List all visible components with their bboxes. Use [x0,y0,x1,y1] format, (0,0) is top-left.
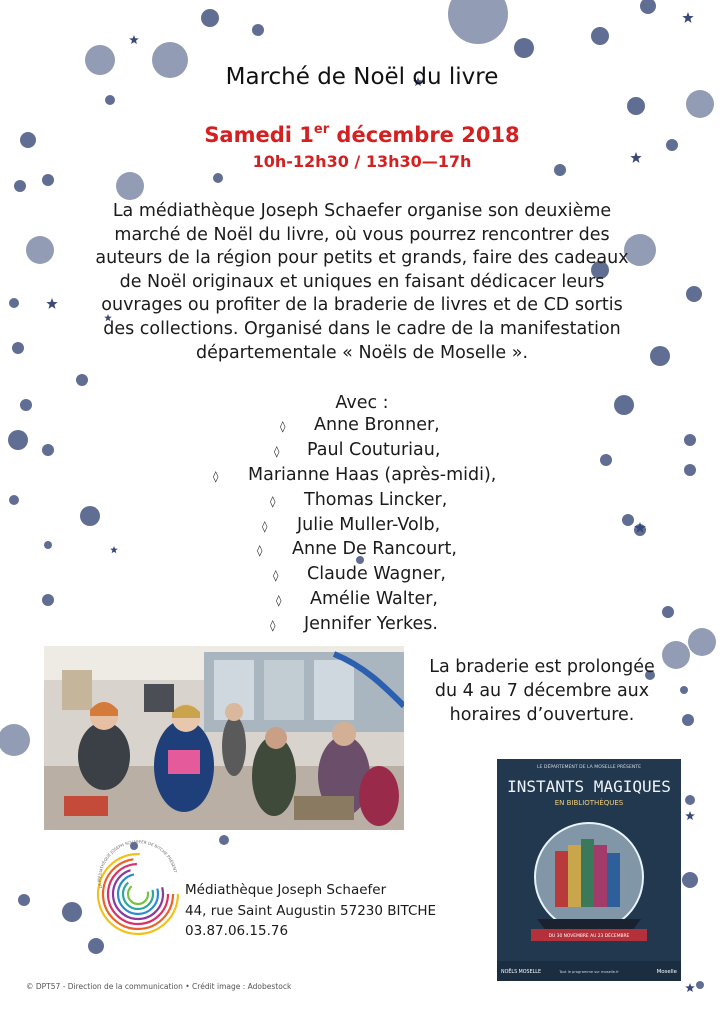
list-item [200,490,540,515]
list-item [200,440,540,465]
snow-dot [8,430,28,450]
snow-dot [680,686,688,694]
list-item [200,515,540,540]
list-item [200,614,540,639]
intro-line: auteurs de la région pour petits et grands, faire des cadeaux [95,248,629,269]
diamond-bullet-icon: ◊ [270,494,276,508]
intro-paragraph [80,200,644,365]
date-superscript: er [313,122,330,137]
author-name: Paul Couturiau, [307,439,441,460]
snow-dot [26,236,54,264]
snow-dot [627,97,645,115]
author-name: Julie Muller-Volb, [297,514,441,535]
snow-dot [0,724,30,756]
braderie-note [404,655,680,727]
snow-dot [14,180,26,192]
list-item [200,415,540,440]
snow-dot [88,938,104,954]
list-item [200,465,540,490]
diamond-bullet-icon: ◊ [274,444,280,458]
snow-dot [696,981,704,989]
event-date [0,122,724,147]
author-name: Anne De Rancourt, [292,539,457,560]
diamond-bullet-icon: ◊ [270,619,276,633]
snow-dot [18,894,30,906]
snow-dot [622,514,634,526]
date-prefix: Samedi 1 [204,123,314,147]
diamond-bullet-icon: ◊ [213,469,219,483]
star-icon [685,811,695,820]
poster-artwork [497,759,681,981]
event-hours: 10h-12h30 / 13h30—17h [252,152,472,171]
star-icon [46,298,57,309]
poster-ribbon: DU 30 NOVEMBRE AU 23 DÉCEMBRE [548,934,630,939]
snow-dot [42,174,54,186]
snow-dot [201,9,219,27]
snow-dot [9,298,19,308]
poster-top-text: LE DÉPARTEMENT DE LA MOSELLE PRÉSENTE [537,765,641,770]
snow-dot [105,95,115,105]
authors-heading: Avec : [335,393,389,413]
address-block [185,880,436,942]
snow-dot [514,38,534,58]
snow-dot [684,464,696,476]
poster-bottom-left: NOËLS MOSELLE [501,970,542,975]
snow-dot [76,374,88,386]
snow-dot [42,444,54,456]
snow-dot [252,24,264,36]
intro-line: La médiathèque Joseph Schaefer organise son deuxième [112,201,612,221]
snow-dot [62,902,82,922]
intro-line: marché de Noël du livre, où vous pourrez rencontrer des [114,224,610,245]
snow-dot [448,0,508,44]
diamond-bullet-icon: ◊ [280,420,286,433]
page-title: Marché de Noël du livre [225,64,499,90]
snow-dot [9,495,19,505]
date-suffix: décembre 2018 [329,123,520,147]
venue-name: Médiathèque Joseph Schaefer [185,882,387,898]
list-item [200,539,540,564]
snow-dot [42,594,54,606]
spiral-logo-icon [88,838,188,938]
snow-dot [688,628,716,656]
poster-title: INSTANTS MAGIQUES [507,777,671,796]
snow-dot [600,454,612,466]
diamond-bullet-icon: ◊ [262,519,268,533]
venue-phone: 03.87.06.15.76 [185,923,289,939]
list-item [200,564,540,589]
snow-dot [12,342,24,354]
snow-dot [219,835,229,845]
diamond-bullet-icon: ◊ [273,569,279,583]
footer-credit: © DPT57 - Direction de la communication • Crédit image : Adobestock [26,982,292,991]
snow-dot [686,90,714,118]
mediatheque-logo [88,838,188,938]
author-name: Anne Bronner, [314,415,440,435]
list-item [200,589,540,614]
snow-dot [662,606,674,618]
snow-dot [682,714,694,726]
intro-line: départementale « Noëls de Moselle ». [195,342,529,363]
author-name: Jennifer Yerkes. [304,614,438,635]
snow-dot [640,0,656,14]
logo-text: LA MÉDIATHÈQUE JOSEPH SCHAEFER DE BITCHE PRÉSENT [97,839,179,889]
poster-bottom-right: Moselle [656,969,677,975]
snow-dot [80,506,100,526]
poster-subtitle: EN BIBLIOTHÈQUES [554,799,624,807]
star-icon [110,546,118,553]
author-name: Marianne Haas (après-midi), [248,464,497,485]
poster-bottom-mid: Tout le programme sur moselle.fr [559,970,619,974]
intro-line: des collections. Organisé dans le cadre de la manifestation [103,318,621,339]
venue-street: 44, rue Saint Augustin 57230 BITCHE [185,902,437,919]
book-fair-photo-illustration [44,646,404,830]
book-fair-photo [44,646,404,830]
star-icon [129,35,139,44]
star-icon [685,983,695,992]
authors-list [200,415,540,639]
snow-dot [213,173,223,183]
author-name: Amélie Walter, [310,589,438,610]
snow-dot [682,872,698,888]
diamond-bullet-icon: ◊ [257,544,263,558]
star-icon [682,12,693,23]
braderie-line: du 4 au 7 décembre aux [434,681,650,701]
intro-line: ouvrages ou profiter de la braderie de livres et de CD sortis [101,295,623,316]
snow-dot [44,541,52,549]
snow-dot [685,795,695,805]
snow-dot [116,172,144,200]
snow-dot [591,27,609,45]
author-name: Thomas Lincker, [304,489,448,510]
braderie-line: La braderie est prolongée [429,657,655,677]
snow-dot [650,346,670,366]
instants-magiques-poster [497,759,681,981]
snow-dot [686,286,702,302]
author-name: Claude Wagner, [307,564,446,585]
braderie-line: horaires d’ouverture. [449,705,635,725]
intro-line: de Noël originaux et uniques en faisant dédicacer leurs [119,271,605,292]
diamond-bullet-icon: ◊ [276,594,282,608]
snow-dot [684,434,696,446]
